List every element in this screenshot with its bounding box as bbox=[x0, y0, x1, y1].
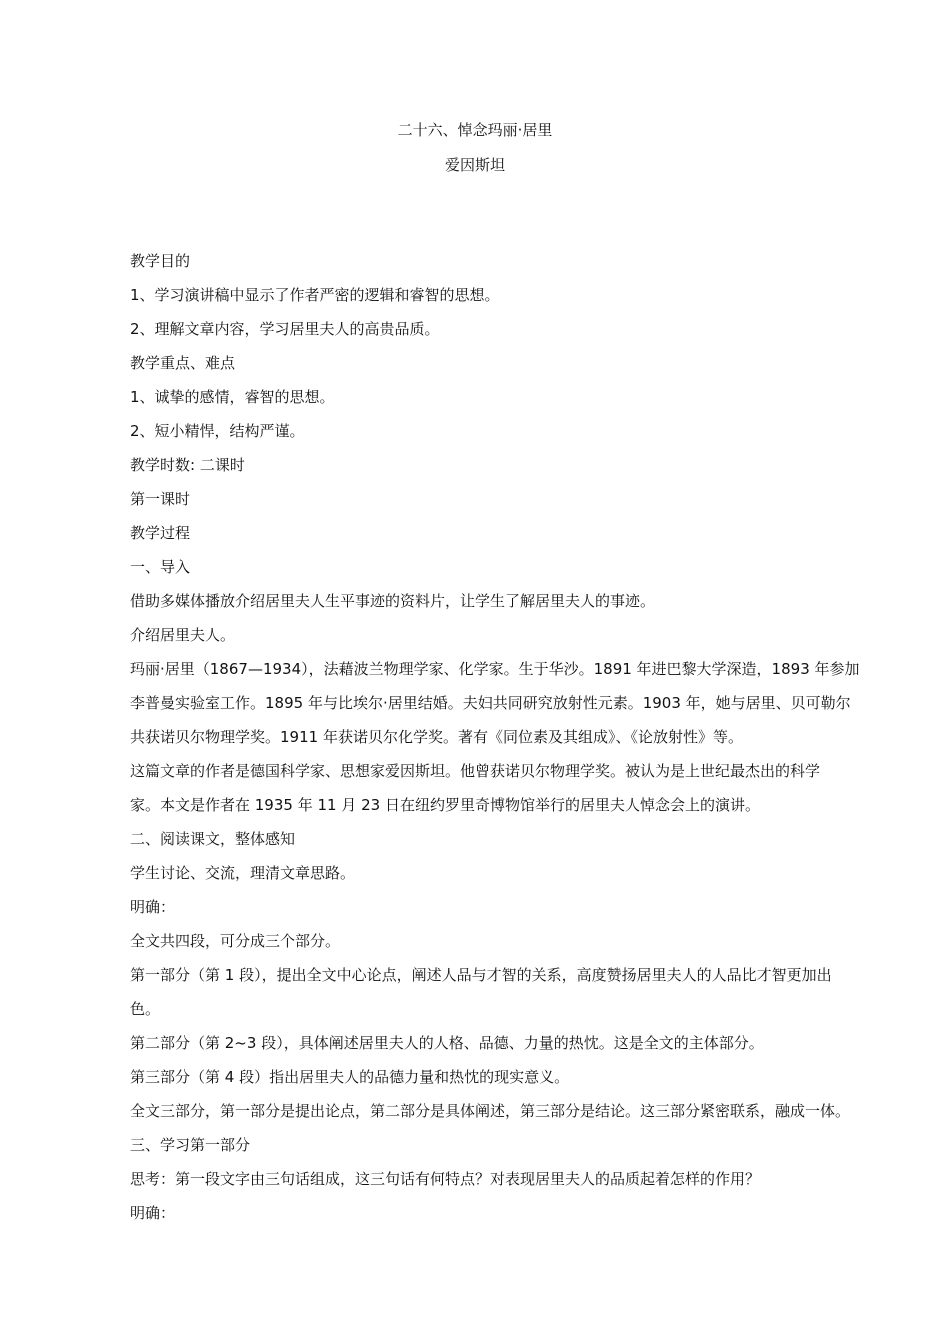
paragraph-line: 明确： bbox=[130, 898, 176, 916]
paragraph-line: 1、学习演讲稿中显示了作者严密的逻辑和睿智的思想。 bbox=[130, 286, 500, 304]
paragraph-line: 2、短小精悍，结构严谨。 bbox=[130, 422, 305, 440]
paragraph-line: 思考：第一段文字由三句话组成，这三句话有何特点？对表现居里夫人的品质起着怎样的作用？ bbox=[130, 1170, 761, 1188]
paragraph-line: 玛丽·居里（1867—1934），法藉波兰物理学家、化学家。生于华沙。1891 年进巴黎大学深造，1893 年参加 bbox=[130, 660, 860, 678]
paragraph-line: 明确： bbox=[130, 1204, 176, 1222]
paragraph-line: 色。 bbox=[130, 1000, 161, 1018]
section-heading: 教学重点、难点 bbox=[130, 354, 236, 372]
paragraph-line: 这篇文章的作者是德国科学家、思想家爱因斯坦。他曾获诺贝尔物理学奖。被认为是上世纪最杰出的科学 bbox=[130, 762, 821, 780]
document-title: 二十六、悼念玛丽·居里 bbox=[397, 121, 553, 139]
document-author: 爱因斯坦 bbox=[444, 156, 505, 174]
paragraph-line: 家。本文是作者在 1935 年 11 月 23 日在纽约罗里奇博物馆举行的居里夫人悼念会上的演讲。 bbox=[130, 796, 760, 814]
paragraph-line: 共获诺贝尔物理学奖。1911 年获诺贝尔化学奖。著有《同位素及其组成》、《论放射性》等。 bbox=[130, 728, 743, 746]
section-heading: 教学过程 bbox=[130, 524, 191, 542]
paragraph-line: 学生讨论、交流，理清文章思路。 bbox=[130, 864, 356, 882]
section-heading: 一、导入 bbox=[130, 558, 191, 576]
paragraph-line: 第二部分（第 2~3 段），具体阐述居里夫人的人格、品德、力量的热忱。这是全文的主体部分。 bbox=[130, 1034, 764, 1052]
paragraph-line: 第一部分（第 1 段），提出全文中心论点，阐述人品与才智的关系，高度赞扬居里夫人的人品比才智更加出 bbox=[130, 966, 832, 984]
paragraph-line: 介绍居里夫人。 bbox=[130, 626, 236, 644]
paragraph-line: 全文共四段，可分成三个部分。 bbox=[130, 932, 341, 950]
section-heading: 教学目的 bbox=[130, 252, 191, 270]
document-body bbox=[130, 244, 890, 1230]
paragraph-line: 借助多媒体播放介绍居里夫人生平事迹的资料片，让学生了解居里夫人的事迹。 bbox=[130, 592, 656, 610]
paragraph-line: 2、理解文章内容，学习居里夫人的高贵品质。 bbox=[130, 320, 440, 338]
paragraph-line: 全文三部分，第一部分是提出论点，第二部分是具体阐述，第三部分是结论。这三部分紧密联系，融成一体。 bbox=[130, 1102, 851, 1120]
section-heading: 第一课时 bbox=[130, 490, 191, 508]
section-heading: 三、学习第一部分 bbox=[130, 1136, 251, 1154]
paragraph-line: 李普曼实验室工作。1895 年与比埃尔·居里结婚。夫妇共同研究放射性元素。1903 年，她与居里、贝可勒尔 bbox=[130, 694, 851, 712]
paragraph-line: 1、诚挚的感情，睿智的思想。 bbox=[130, 388, 335, 406]
paragraph-line: 第三部分（第 4 段）指出居里夫人的品德力量和热忱的现实意义。 bbox=[130, 1068, 570, 1086]
section-heading: 二、阅读课文，整体感知 bbox=[130, 830, 296, 848]
paragraph-line: 教学时数: 二课时 bbox=[130, 456, 245, 474]
